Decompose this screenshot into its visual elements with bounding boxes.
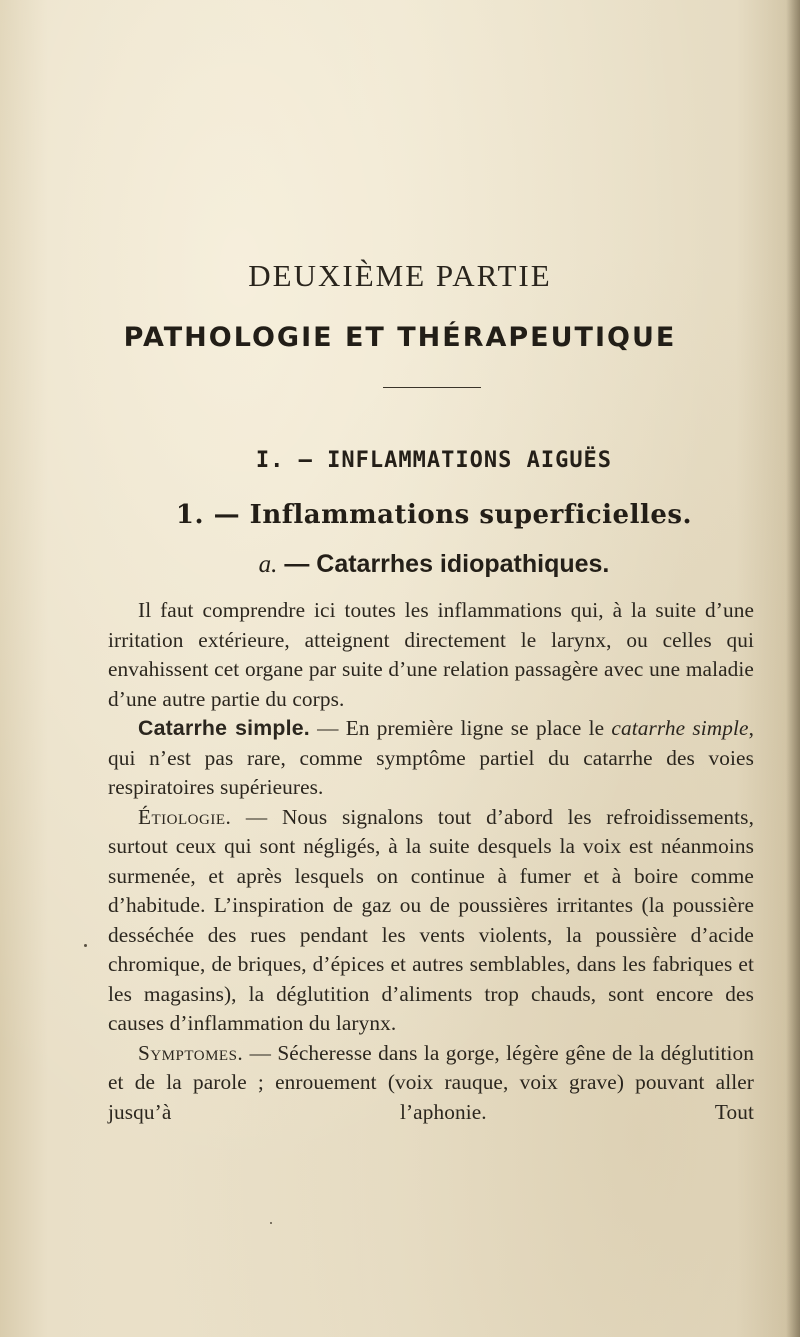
paragraph-catarrhe-rest: , qui n’est pas rare, comme symptôme partiel du catarrhe des voies respiratoires supérieures. (108, 716, 755, 799)
subchapter-title: 1. — Inflammations superficielles. (175, 500, 693, 530)
paragraph-etiologie-text: — Nous signalons tout d’abord les refroidissements, surtout ceux qui sont négligés, à la suite desquels la voix est néanmoins surmenée, et après lesquels on continue à fumer et à boire comme d’habitude. L’inspiration de gaz ou de poussières irritantes (la poussière desséchée des rues pendant les vents violents, la poussière d’acide chromique, de briques, d’épices et autres semblables, dans les fabriques et les magasins), la déglutition d’aliments trop chauds, sont encore des causes d’inflammation du larynx. (108, 804, 754, 1035)
chapter-title: I. — INFLAMMATIONS AIGUËS (255, 448, 613, 473)
print-speck (270, 1222, 272, 1224)
print-speck (84, 944, 87, 947)
subsection-letter: a. (258, 551, 278, 578)
paragraph-etiologie (108, 803, 754, 1039)
paragraph-catarrhe (108, 714, 754, 803)
page-spine-shadow (786, 0, 800, 1337)
paragraph-symptomes-text: — Sécheresse dans la gorge, légère gêne de la déglutition et de la parole ; enrouement (voix rauque, voix grave) pouvant aller jusqu’à l’aphonie. Tout (108, 1040, 754, 1124)
subsection-title (0, 550, 800, 579)
paragraph-intro-text: Il faut comprendre ici toutes les inflammations qui, à la suite d’une irritation extérieure, atteignent directement le larynx, ou celles qui envahissent cet organe par suite d’une relation passagère avec une maladie d’une autre partie du corps. (108, 598, 754, 711)
runin-catarrhe-simple: Catarrhe simple. (138, 716, 310, 740)
divider-rule (383, 387, 481, 388)
runin-symptomes: Symptomes. (138, 1040, 244, 1065)
subsection-heading: — Catarrhes idiopathiques. (284, 550, 610, 578)
emphasis-catarrhe-simple: catarrhe simple (611, 716, 749, 740)
paragraph-symptomes (108, 1039, 754, 1128)
body-text (108, 596, 754, 1127)
paragraph-intro (108, 596, 754, 714)
paragraph-catarrhe-lead: — En première ligne se place le (309, 716, 612, 740)
section-title: PATHOLOGIE ET THÉRAPEUTIQUE (123, 322, 677, 353)
runin-etiologie: Étiologie. (138, 804, 232, 829)
part-title: DEUXIÈME PARTIE (248, 258, 552, 293)
